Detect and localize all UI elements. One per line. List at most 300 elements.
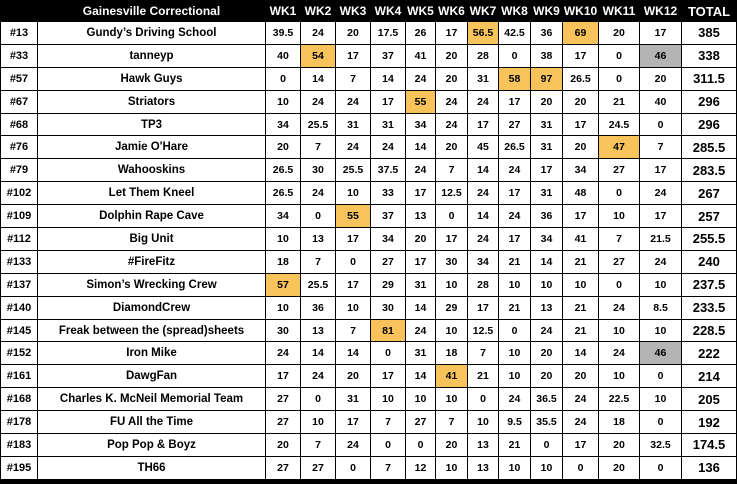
week-score-cell: 41	[563, 228, 599, 251]
week-score-cell: 17	[499, 228, 531, 251]
week-score-cell: 31	[531, 113, 563, 136]
week-score-cell: 24	[563, 388, 599, 411]
week-score-cell: 35.5	[531, 411, 563, 434]
team-name-cell: TH66	[38, 456, 266, 479]
week-score-cell: 55	[336, 205, 371, 228]
week-score-cell: 0	[599, 273, 640, 296]
rank-cell: #195	[1, 456, 38, 479]
week-score-cell: 17	[563, 434, 599, 457]
total-cell: 283.5	[682, 159, 737, 182]
week-score-cell: 36	[301, 296, 336, 319]
week-score-cell: 10	[499, 365, 531, 388]
table-row	[1, 250, 737, 273]
week-score-cell: 20	[436, 434, 468, 457]
header-wk1: WK1	[266, 1, 301, 22]
week-score-cell: 10	[468, 411, 499, 434]
table-row	[1, 113, 737, 136]
week-score-cell: 27	[371, 250, 406, 273]
week-score-cell: 13	[406, 205, 436, 228]
rank-cell: #102	[1, 182, 38, 205]
week-score-cell: 24	[563, 411, 599, 434]
week-score-cell: 7	[301, 434, 336, 457]
week-score-cell: 34	[266, 113, 301, 136]
week-score-cell: 57	[266, 273, 301, 296]
week-score-cell: 27	[406, 411, 436, 434]
week-score-cell: 13	[468, 434, 499, 457]
week-score-cell: 0	[436, 205, 468, 228]
week-score-cell: 33	[371, 182, 406, 205]
table-row	[1, 136, 737, 159]
team-name-cell: Jamie O'Hare	[38, 136, 266, 159]
table-row	[1, 434, 737, 457]
week-score-cell: 10	[336, 296, 371, 319]
week-score-cell: 10	[371, 388, 406, 411]
week-score-cell: 24	[406, 319, 436, 342]
week-score-cell: 21	[563, 319, 599, 342]
rank-cell: #33	[1, 44, 38, 67]
week-score-cell: 24	[468, 228, 499, 251]
week-score-cell: 0	[499, 319, 531, 342]
team-name-cell: Hawk Guys	[38, 67, 266, 90]
week-score-cell: 32.5	[640, 434, 682, 457]
total-cell: 205	[682, 388, 737, 411]
week-score-cell: 0	[599, 44, 640, 67]
week-score-cell: 27	[266, 388, 301, 411]
team-name-cell: DawgFan	[38, 365, 266, 388]
week-score-cell: 31	[336, 388, 371, 411]
rank-cell: #152	[1, 342, 38, 365]
week-score-cell: 34	[266, 205, 301, 228]
week-score-cell: 17	[436, 22, 468, 45]
table-row	[1, 388, 737, 411]
week-score-cell: 24	[336, 136, 371, 159]
week-score-cell: 20	[563, 136, 599, 159]
week-score-cell: 25.5	[336, 159, 371, 182]
week-score-cell: 14	[468, 159, 499, 182]
week-score-cell: 27	[599, 159, 640, 182]
week-score-cell: 21	[563, 250, 599, 273]
table-row	[1, 182, 737, 205]
week-score-cell: 24	[266, 342, 301, 365]
team-name-cell: Big Unit	[38, 228, 266, 251]
week-score-cell: 56.5	[468, 22, 499, 45]
week-score-cell: 20	[599, 434, 640, 457]
header-wk6: WK6	[436, 1, 468, 22]
week-score-cell: 7	[336, 67, 371, 90]
week-score-cell: 21	[599, 90, 640, 113]
week-score-cell: 31	[531, 136, 563, 159]
week-score-cell: 0	[563, 456, 599, 479]
week-score-cell: 30	[436, 250, 468, 273]
week-score-cell: 31	[371, 113, 406, 136]
week-score-cell: 20	[640, 67, 682, 90]
week-score-cell: 8.5	[640, 296, 682, 319]
total-cell: 257	[682, 205, 737, 228]
table-row	[1, 159, 737, 182]
team-name-cell: Pop Pop & Boyz	[38, 434, 266, 457]
rank-cell: #79	[1, 159, 38, 182]
week-score-cell: 10	[266, 228, 301, 251]
week-score-cell: 10	[499, 456, 531, 479]
week-score-cell: 46	[640, 342, 682, 365]
week-score-cell: 27	[266, 411, 301, 434]
week-score-cell: 34	[563, 159, 599, 182]
week-score-cell: 42.5	[499, 22, 531, 45]
team-name-cell: Iron Mike	[38, 342, 266, 365]
week-score-cell: 24	[640, 250, 682, 273]
week-score-cell: 7	[371, 411, 406, 434]
header-wk10: WK10	[563, 1, 599, 22]
week-score-cell: 17	[336, 411, 371, 434]
week-score-cell: 34	[468, 250, 499, 273]
league-title: Gainesville Correctional	[38, 1, 266, 22]
week-score-cell: 7	[599, 228, 640, 251]
week-score-cell: 20	[266, 434, 301, 457]
total-cell: 228.5	[682, 319, 737, 342]
rank-cell: #68	[1, 113, 38, 136]
week-score-cell: 17	[371, 365, 406, 388]
total-cell: 267	[682, 182, 737, 205]
week-score-cell: 29	[436, 296, 468, 319]
week-score-cell: 17	[563, 113, 599, 136]
week-score-cell: 17	[563, 205, 599, 228]
week-score-cell: 54	[301, 44, 336, 67]
week-score-cell: 0	[640, 365, 682, 388]
week-score-cell: 27	[499, 113, 531, 136]
week-score-cell: 14	[406, 365, 436, 388]
header-wk4: WK4	[371, 1, 406, 22]
week-score-cell: 14	[563, 342, 599, 365]
week-score-cell: 0	[640, 411, 682, 434]
week-score-cell: 22.5	[599, 388, 640, 411]
week-score-cell: 24	[336, 90, 371, 113]
week-score-cell: 17	[266, 365, 301, 388]
week-score-cell: 17	[468, 296, 499, 319]
week-score-cell: 13	[301, 319, 336, 342]
header-wk11: WK11	[599, 1, 640, 22]
week-score-cell: 18	[266, 250, 301, 273]
week-score-cell: 20	[531, 90, 563, 113]
header-total: TOTAL	[682, 1, 737, 22]
week-score-cell: 0	[640, 456, 682, 479]
week-score-cell: 20	[406, 228, 436, 251]
week-score-cell: 10	[563, 273, 599, 296]
week-score-cell: 39.5	[266, 22, 301, 45]
week-score-cell: 20	[531, 342, 563, 365]
week-score-cell: 10	[640, 319, 682, 342]
week-score-cell: 24	[436, 90, 468, 113]
week-score-cell: 20	[436, 136, 468, 159]
week-score-cell: 9.5	[499, 411, 531, 434]
week-score-cell: 7	[301, 136, 336, 159]
week-score-cell: 28	[468, 44, 499, 67]
week-score-cell: 14	[468, 205, 499, 228]
team-name-cell: tanneyp	[38, 44, 266, 67]
week-score-cell: 34	[406, 113, 436, 136]
week-score-cell: 97	[531, 67, 563, 90]
week-score-cell: 26.5	[563, 67, 599, 90]
header-wk7: WK7	[468, 1, 499, 22]
week-score-cell: 10	[499, 273, 531, 296]
week-score-cell: 31	[468, 67, 499, 90]
week-score-cell: 27	[301, 456, 336, 479]
week-score-cell: 37.5	[371, 159, 406, 182]
week-score-cell: 48	[563, 182, 599, 205]
week-score-cell: 10	[531, 273, 563, 296]
week-score-cell: 17	[336, 273, 371, 296]
total-cell: 296	[682, 113, 737, 136]
header-row	[1, 1, 737, 22]
week-score-cell: 17	[436, 228, 468, 251]
total-cell: 192	[682, 411, 737, 434]
rank-cell: #67	[1, 90, 38, 113]
total-cell: 174.5	[682, 434, 737, 457]
week-score-cell: 45	[468, 136, 499, 159]
week-score-cell: 24	[499, 205, 531, 228]
week-score-cell: 41	[406, 44, 436, 67]
week-score-cell: 34	[531, 228, 563, 251]
header-blank	[1, 1, 38, 22]
week-score-cell: 0	[599, 182, 640, 205]
team-name-cell: Dolphin Rape Cave	[38, 205, 266, 228]
week-score-cell: 10	[640, 273, 682, 296]
week-score-cell: 36.5	[531, 388, 563, 411]
rank-cell: #178	[1, 411, 38, 434]
week-score-cell: 17	[336, 228, 371, 251]
week-score-cell: 13	[531, 296, 563, 319]
week-score-cell: 10	[301, 411, 336, 434]
week-score-cell: 27	[599, 250, 640, 273]
week-score-cell: 24	[640, 182, 682, 205]
week-score-cell: 25.5	[301, 113, 336, 136]
week-score-cell: 20	[436, 67, 468, 90]
week-score-cell: 20	[563, 90, 599, 113]
week-score-cell: 24	[499, 388, 531, 411]
week-score-cell: 0	[301, 388, 336, 411]
table-row	[1, 228, 737, 251]
week-score-cell: 40	[640, 90, 682, 113]
rank-cell: #133	[1, 250, 38, 273]
total-cell: 338	[682, 44, 737, 67]
week-score-cell: 7	[436, 159, 468, 182]
week-score-cell: 7	[336, 319, 371, 342]
week-score-cell: 81	[371, 319, 406, 342]
week-score-cell: 14	[406, 136, 436, 159]
week-score-cell: 24	[301, 365, 336, 388]
header-wk8: WK8	[499, 1, 531, 22]
week-score-cell: 24	[468, 182, 499, 205]
week-score-cell: 21.5	[640, 228, 682, 251]
week-score-cell: 36	[531, 205, 563, 228]
week-score-cell: 17	[640, 22, 682, 45]
total-cell: 285.5	[682, 136, 737, 159]
total-cell: 222	[682, 342, 737, 365]
week-score-cell: 20	[563, 365, 599, 388]
table-row	[1, 456, 737, 479]
week-score-cell: 10	[531, 456, 563, 479]
total-cell: 240	[682, 250, 737, 273]
total-cell: 296	[682, 90, 737, 113]
week-score-cell: 24	[406, 67, 436, 90]
team-name-cell: Striators	[38, 90, 266, 113]
week-score-cell: 34	[371, 228, 406, 251]
total-cell: 136	[682, 456, 737, 479]
team-name-cell: Simon’s Wrecking Crew	[38, 273, 266, 296]
total-cell: 233.5	[682, 296, 737, 319]
rank-cell: #13	[1, 22, 38, 45]
week-score-cell: 7	[301, 250, 336, 273]
week-score-cell: 24	[301, 22, 336, 45]
total-cell: 237.5	[682, 273, 737, 296]
week-score-cell: 14	[336, 342, 371, 365]
week-score-cell: 18	[436, 342, 468, 365]
total-cell: 385	[682, 22, 737, 45]
week-score-cell: 24	[599, 342, 640, 365]
week-score-cell: 46	[640, 44, 682, 67]
team-name-cell: TP3	[38, 113, 266, 136]
team-name-cell: Charles K. McNeil Memorial Team	[38, 388, 266, 411]
week-score-cell: 38	[531, 44, 563, 67]
week-score-cell: 31	[336, 113, 371, 136]
week-score-cell: 12.5	[436, 182, 468, 205]
week-score-cell: 0	[406, 434, 436, 457]
week-score-cell: 0	[468, 388, 499, 411]
week-score-cell: 20	[599, 22, 640, 45]
standings-body	[1, 22, 737, 480]
team-name-cell: FU All the Time	[38, 411, 266, 434]
week-score-cell: 7	[640, 136, 682, 159]
week-score-cell: 21	[468, 365, 499, 388]
week-score-cell: 20	[436, 44, 468, 67]
week-score-cell: 0	[599, 67, 640, 90]
rank-cell: #137	[1, 273, 38, 296]
week-score-cell: 14	[531, 250, 563, 273]
week-score-cell: 14	[301, 342, 336, 365]
week-score-cell: 24	[499, 159, 531, 182]
week-score-cell: 0	[336, 456, 371, 479]
week-score-cell: 14	[371, 67, 406, 90]
rank-cell: #140	[1, 296, 38, 319]
week-score-cell: 7	[371, 456, 406, 479]
week-score-cell: 7	[436, 411, 468, 434]
week-score-cell: 36	[531, 22, 563, 45]
team-name-cell: Gundy’s Driving School	[38, 22, 266, 45]
week-score-cell: 26.5	[266, 159, 301, 182]
week-score-cell: 17	[371, 90, 406, 113]
week-score-cell: 30	[301, 159, 336, 182]
week-score-cell: 12	[406, 456, 436, 479]
rank-cell: #57	[1, 67, 38, 90]
week-score-cell: 13	[301, 228, 336, 251]
week-score-cell: 24	[336, 434, 371, 457]
week-score-cell: 10	[336, 182, 371, 205]
table-row	[1, 90, 737, 113]
week-score-cell: 30	[371, 296, 406, 319]
week-score-cell: 17	[563, 44, 599, 67]
header-wk9: WK9	[531, 1, 563, 22]
week-score-cell: 21	[563, 296, 599, 319]
week-score-cell: 21	[499, 434, 531, 457]
header-wk12: WK12	[640, 1, 682, 22]
week-score-cell: 58	[499, 67, 531, 90]
week-score-cell: 24	[301, 90, 336, 113]
total-cell: 214	[682, 365, 737, 388]
week-score-cell: 27	[266, 456, 301, 479]
rank-cell: #109	[1, 205, 38, 228]
week-score-cell: 24	[371, 136, 406, 159]
week-score-cell: 10	[499, 342, 531, 365]
header-wk3: WK3	[336, 1, 371, 22]
week-score-cell: 69	[563, 22, 599, 45]
team-name-cell: Let Them Kneel	[38, 182, 266, 205]
week-score-cell: 21	[499, 296, 531, 319]
table-row	[1, 273, 737, 296]
week-score-cell: 31	[406, 273, 436, 296]
rank-cell: #76	[1, 136, 38, 159]
week-score-cell: 24	[406, 159, 436, 182]
table-row	[1, 67, 737, 90]
week-score-cell: 17	[336, 44, 371, 67]
team-name-cell: DiamondCrew	[38, 296, 266, 319]
table-row	[1, 44, 737, 67]
week-score-cell: 17	[499, 182, 531, 205]
week-score-cell: 14	[406, 296, 436, 319]
week-score-cell: 0	[371, 342, 406, 365]
week-score-cell: 20	[599, 456, 640, 479]
week-score-cell: 26	[406, 22, 436, 45]
week-score-cell: 24	[301, 182, 336, 205]
rank-cell: #168	[1, 388, 38, 411]
week-score-cell: 12.5	[468, 319, 499, 342]
week-score-cell: 10	[266, 296, 301, 319]
week-score-cell: 10	[406, 388, 436, 411]
week-score-cell: 26.5	[499, 136, 531, 159]
week-score-cell: 17	[640, 205, 682, 228]
week-score-cell: 24	[599, 296, 640, 319]
week-score-cell: 17	[499, 90, 531, 113]
week-score-cell: 0	[499, 44, 531, 67]
week-score-cell: 28	[468, 273, 499, 296]
week-score-cell: 30	[266, 319, 301, 342]
week-score-cell: 37	[371, 205, 406, 228]
table-row	[1, 411, 737, 434]
week-score-cell: 24.5	[599, 113, 640, 136]
week-score-cell: 41	[436, 365, 468, 388]
week-score-cell: 18	[599, 411, 640, 434]
week-score-cell: 20	[266, 136, 301, 159]
week-score-cell: 37	[371, 44, 406, 67]
week-score-cell: 10	[436, 456, 468, 479]
week-score-cell: 17	[640, 159, 682, 182]
header-wk5: WK5	[406, 1, 436, 22]
team-name-cell: Wahooskins	[38, 159, 266, 182]
total-cell: 311.5	[682, 67, 737, 90]
week-score-cell: 17	[468, 113, 499, 136]
table-row	[1, 205, 737, 228]
week-score-cell: 10	[599, 205, 640, 228]
week-score-cell: 24	[468, 90, 499, 113]
week-score-cell: 10	[599, 319, 640, 342]
week-score-cell: 10	[436, 388, 468, 411]
rank-cell: #112	[1, 228, 38, 251]
week-score-cell: 10	[436, 273, 468, 296]
week-score-cell: 17	[406, 250, 436, 273]
table-row	[1, 22, 737, 45]
week-score-cell: 31	[406, 342, 436, 365]
rank-cell: #145	[1, 319, 38, 342]
week-score-cell: 10	[640, 388, 682, 411]
week-score-cell: 25.5	[301, 273, 336, 296]
